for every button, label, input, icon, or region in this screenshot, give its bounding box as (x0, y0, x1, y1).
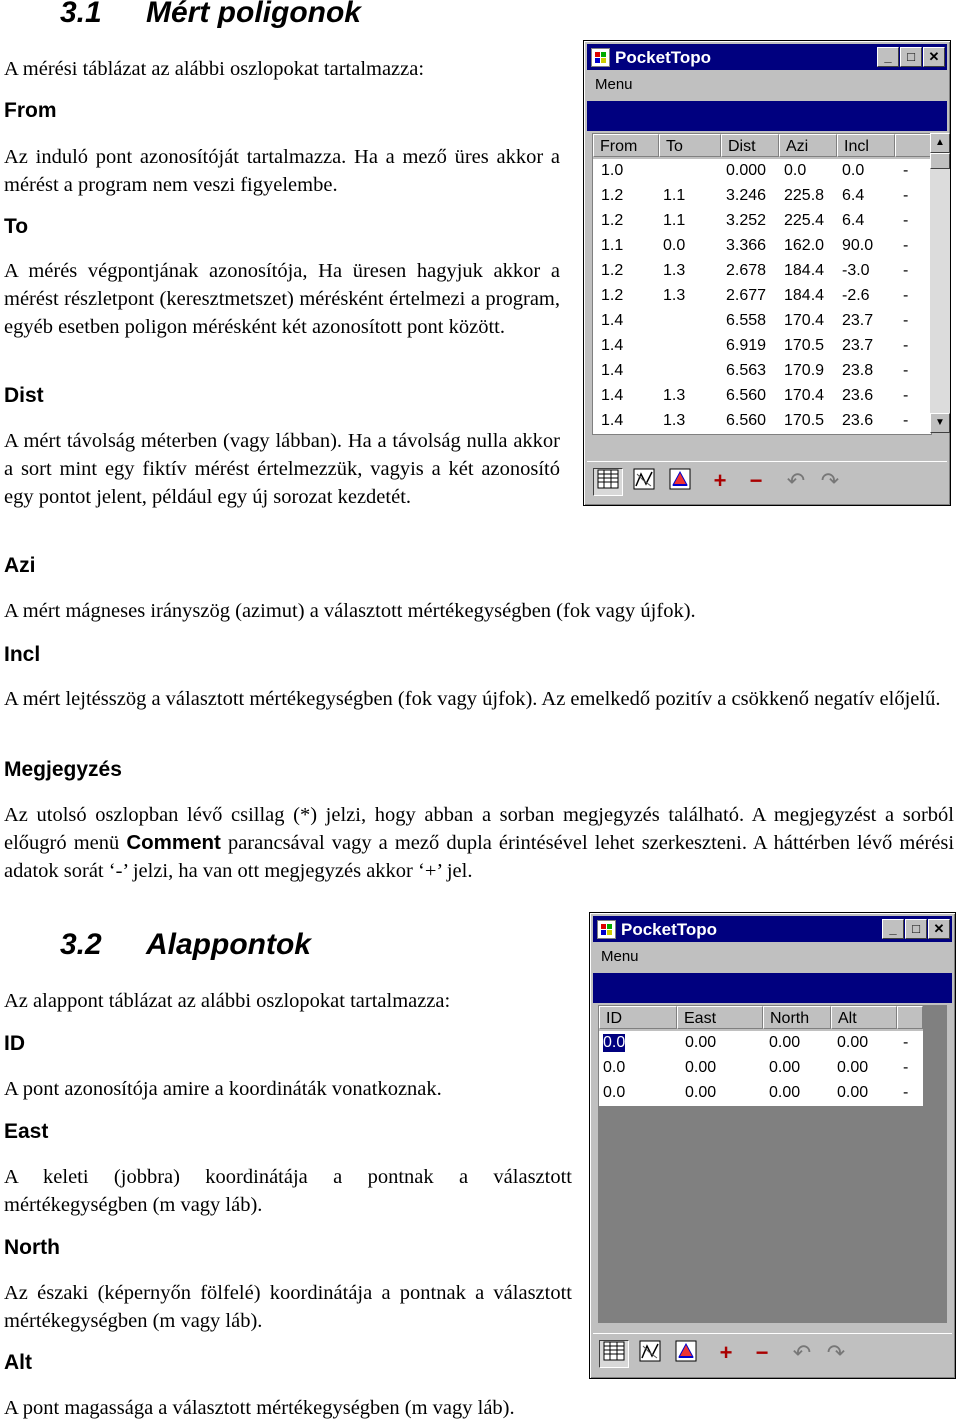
menu-bar (587, 73, 947, 97)
table-row[interactable] (593, 285, 931, 310)
cell-to[interactable]: 1.3 (663, 412, 686, 429)
maximize-button[interactable]: □ (900, 47, 922, 67)
cell-azi[interactable]: 225.4 (784, 212, 825, 229)
cell-to[interactable]: 1.3 (663, 287, 686, 304)
table-row[interactable] (599, 1032, 923, 1057)
cell-azi[interactable]: 162.0 (784, 237, 825, 254)
desc-incl: A mért lejtésszög a választott mértékegységben (fok vagy újfok). Az emelkedő pozitív a csökkenő negatív előjelű. (4, 688, 941, 710)
cell-alt[interactable]: 0.00 (837, 1034, 869, 1051)
pockettopo-window-survey (583, 40, 951, 506)
term-incl: Incl (4, 643, 41, 666)
cell-from[interactable]: 1.2 (601, 262, 624, 279)
desc-alt: A pont magassága a választott mértékegységben (m vagy láb). (4, 1397, 515, 1419)
cell-from[interactable]: 1.2 (601, 187, 624, 204)
fixpoint-table (598, 1005, 924, 1107)
pockettopo-window-fixpoints (589, 912, 956, 1379)
cell-azi[interactable]: 170.4 (784, 387, 825, 404)
window-title: PocketTopo (615, 48, 712, 67)
table-row[interactable] (593, 260, 931, 285)
cell-dist[interactable]: 6.560 (726, 412, 767, 429)
cell-north[interactable]: 0.00 (769, 1034, 801, 1051)
cell-note[interactable]: - (903, 262, 909, 279)
cell-north[interactable]: 0.00 (769, 1084, 801, 1101)
app-icon (597, 920, 616, 939)
survey-table (592, 133, 932, 435)
maximize-button[interactable]: □ (905, 919, 927, 939)
table-row[interactable] (599, 1057, 923, 1082)
desc-east: A keleti (jobbra) koordinátája a pontnak a választott mértékegységben (m vagy láb). (4, 1166, 572, 1216)
bottom-toolbar (593, 1333, 952, 1372)
cell-alt[interactable]: 0.00 (837, 1059, 869, 1076)
cell-note[interactable]: - (903, 162, 909, 179)
cell-id[interactable]: 0.0 (603, 1084, 626, 1101)
cell-from[interactable]: 1.1 (601, 237, 624, 254)
intro-text-2: Az alappont táblázat az alábbi oszlopokat tartalmazza: (4, 990, 451, 1012)
close-button[interactable]: ✕ (928, 919, 950, 939)
cell-note[interactable]: - (903, 362, 909, 379)
term-east: East (4, 1120, 49, 1143)
comment-keyword: Comment (126, 831, 221, 854)
title-bar (593, 916, 952, 942)
cell-dist[interactable]: 3.366 (726, 237, 767, 254)
term-to: To (4, 215, 29, 238)
redo-icon[interactable]: ↷ (826, 1340, 846, 1365)
cell-note[interactable]: - (903, 287, 909, 304)
desc-to: A mérés végpontjának azonosítója, Ha üresen hagyjuk akkor a mérést részletpont (keresztmetszet) mérésként értelmezi a program, egyéb esetben poligon mérésként két azonosított pont között. (4, 260, 560, 338)
cell-dist[interactable]: 6.563 (726, 362, 767, 379)
term-north: North (4, 1236, 60, 1259)
table-row[interactable] (599, 1082, 923, 1107)
desc-id: A pont azonosítója amire a koordináták vonatkoznak. (4, 1078, 442, 1100)
desc-from: Az induló pont azonosítóját tartalmazza. Ha a mező üres akkor a mérést a program nem veszi figyelembe. (4, 146, 560, 196)
minus-icon[interactable]: − (755, 1340, 769, 1365)
cell-to[interactable]: 1.1 (663, 187, 686, 204)
cell-incl[interactable]: 23.6 (842, 387, 874, 404)
cell-dist[interactable]: 3.246 (726, 187, 767, 204)
term-alt: Alt (4, 1351, 32, 1374)
cell-from[interactable]: 1.0 (601, 162, 624, 179)
cell-incl[interactable]: 6.4 (842, 212, 865, 229)
cell-incl[interactable]: 6.4 (842, 187, 865, 204)
map-view-icon[interactable] (629, 468, 659, 496)
close-button[interactable]: ✕ (923, 47, 945, 67)
cell-dist[interactable]: 3.252 (726, 212, 767, 229)
cell-to[interactable]: 1.3 (663, 262, 686, 279)
intro-text: A mérési táblázat az alábbi oszlopokat tartalmazza: (4, 58, 425, 80)
cell-note[interactable]: - (903, 337, 909, 354)
cell-incl[interactable]: 0.0 (842, 162, 865, 179)
section-heading-3-1: 3.1 Mért poligonok (60, 0, 361, 29)
cell-alt[interactable]: 0.00 (837, 1084, 869, 1101)
cell-dist[interactable]: 6.560 (726, 387, 767, 404)
table-row[interactable] (593, 335, 931, 360)
column-header-alt[interactable]: Alt (831, 1006, 897, 1029)
header-band (593, 973, 952, 1003)
sketch-view-icon[interactable] (665, 468, 695, 496)
table-row[interactable] (593, 410, 931, 435)
plus-icon[interactable]: + (719, 1340, 733, 1365)
cell-note[interactable]: - (903, 187, 909, 204)
table-row[interactable] (593, 235, 931, 260)
cell-incl[interactable]: -2.6 (842, 287, 870, 304)
desc-north: Az északi (képernyőn fölfelé) koordinátája a pontnak a választott mértékegységben (m vagy láb). (4, 1282, 572, 1332)
term-dist: Dist (4, 384, 44, 407)
cell-azi[interactable]: 170.4 (784, 312, 825, 329)
cell-from[interactable]: 1.2 (601, 212, 624, 229)
cell-dist[interactable]: 6.919 (726, 337, 767, 354)
section-heading-3-2: 3.2 Alappontok (60, 928, 311, 961)
sketch-view-icon[interactable] (671, 1340, 701, 1368)
scroll-up-button[interactable]: ▲ (930, 133, 950, 153)
column-header-from[interactable]: From (593, 134, 659, 157)
scroll-down-button[interactable]: ▼ (930, 413, 950, 433)
cell-dist[interactable]: 2.677 (726, 287, 767, 304)
column-header-note (895, 134, 931, 157)
desc-azi: A mért mágneses irányszög (azimut) a választott mértékegységben (fok vagy újfok). (4, 600, 696, 622)
cell-azi[interactable]: 184.4 (784, 287, 825, 304)
undo-icon[interactable]: ↶ (792, 1340, 812, 1365)
cell-note[interactable]: - (903, 312, 909, 329)
cell-incl[interactable]: 23.6 (842, 412, 874, 429)
cell-incl[interactable]: 23.8 (842, 362, 874, 379)
table-row[interactable] (593, 310, 931, 335)
cell-azi[interactable]: 170.5 (784, 412, 825, 429)
cell-azi[interactable]: 170.9 (784, 362, 825, 379)
menu-item-menu[interactable]: Menu (595, 76, 633, 93)
table-view-icon[interactable] (593, 468, 623, 496)
column-header-east[interactable]: East (677, 1006, 763, 1029)
cell-note[interactable]: - (903, 412, 909, 429)
cell-from[interactable]: 1.4 (601, 312, 624, 329)
menu-bar (593, 945, 952, 969)
cell-from[interactable]: 1.4 (601, 387, 624, 404)
cell-note[interactable]: - (903, 212, 909, 229)
table-row[interactable] (593, 210, 931, 235)
cell-dist[interactable]: 0.000 (726, 162, 767, 179)
cell-id[interactable]: 0.0 (603, 1034, 626, 1051)
undo-icon[interactable]: ↶ (786, 468, 806, 493)
redo-icon[interactable]: ↷ (820, 468, 840, 493)
scroll-thumb[interactable] (930, 153, 950, 169)
minus-icon[interactable]: − (749, 468, 763, 493)
table-header (593, 134, 931, 159)
cell-east[interactable]: 0.00 (685, 1084, 717, 1101)
minimize-button[interactable]: _ (882, 919, 904, 939)
table-view-icon[interactable] (599, 1340, 629, 1368)
column-header-dist[interactable]: Dist (721, 134, 779, 157)
cell-incl[interactable]: 23.7 (842, 312, 874, 329)
cell-note[interactable]: - (903, 1034, 909, 1051)
cell-from[interactable]: 1.4 (601, 412, 624, 429)
column-header-note (897, 1006, 923, 1029)
term-azi: Azi (4, 554, 36, 577)
cell-from[interactable]: 1.4 (601, 362, 624, 379)
cell-note[interactable]: - (903, 1059, 909, 1076)
vertical-scrollbar[interactable] (930, 133, 950, 433)
header-band (587, 101, 947, 131)
table-row[interactable] (593, 185, 931, 210)
column-header-id[interactable]: ID (599, 1006, 677, 1029)
term-id: ID (4, 1032, 25, 1055)
plus-icon[interactable]: + (713, 468, 727, 493)
cell-azi[interactable]: 170.5 (784, 337, 825, 354)
map-view-icon[interactable] (635, 1340, 665, 1368)
cell-incl[interactable]: 90.0 (842, 237, 874, 254)
table-header (599, 1006, 923, 1031)
desc-megjegyzes: Az utolsó oszlopban lévő csillag (*) jelzi, hogy abban a sorban megjegyzés található. A megjegyzést a sorból előugró menü Comment parancsával vagy a mező dupla érintésével lehet szerkeszteni. A háttérben lévő mérési adatok sorát ‘-’ jelzi, ha van ott megjegyzés akkor ‘+’ jel. (4, 804, 955, 882)
cell-azi[interactable]: 225.8 (784, 187, 825, 204)
cell-from[interactable]: 1.4 (601, 337, 624, 354)
column-header-azi[interactable]: Azi (779, 134, 837, 157)
cell-east[interactable]: 0.00 (685, 1059, 717, 1076)
cell-to[interactable]: 0.0 (663, 237, 686, 254)
column-header-to[interactable]: To (659, 134, 721, 157)
cell-dist[interactable]: 2.678 (726, 262, 767, 279)
cell-dist[interactable]: 6.558 (726, 312, 767, 329)
cell-to[interactable]: 1.1 (663, 212, 686, 229)
cell-east[interactable]: 0.00 (685, 1034, 717, 1051)
table-row[interactable] (593, 385, 931, 410)
desc-dist: A mért távolság méterben (vagy lábban). Ha a távolság nulla akkor a sort mint egy fiktív mérést értelmezzük, vagyis a két azonosító egy pontot jelent, például egy új sorozat kezdetét. (4, 430, 560, 508)
column-header-incl[interactable]: Incl (837, 134, 895, 157)
term-megjegyzes: Megjegyzés (4, 758, 122, 781)
cell-azi[interactable]: 0.0 (784, 162, 807, 179)
cell-north[interactable]: 0.00 (769, 1059, 801, 1076)
title-bar (587, 44, 947, 70)
cell-note[interactable]: - (903, 237, 909, 254)
cell-to[interactable]: 1.3 (663, 387, 686, 404)
cell-from[interactable]: 1.2 (601, 287, 624, 304)
cell-incl[interactable]: 23.7 (842, 337, 874, 354)
table-row[interactable] (593, 160, 931, 185)
term-from: From (4, 99, 57, 122)
cell-id[interactable]: 0.0 (603, 1059, 626, 1076)
bottom-toolbar (587, 461, 947, 500)
window-title: PocketTopo (621, 920, 718, 939)
cell-incl[interactable]: -3.0 (842, 262, 870, 279)
minimize-button[interactable]: _ (877, 47, 899, 67)
table-row[interactable] (593, 360, 931, 385)
app-icon (591, 48, 610, 67)
column-header-north[interactable]: North (763, 1006, 831, 1029)
cell-note[interactable]: - (903, 1084, 909, 1101)
menu-item-menu[interactable]: Menu (601, 948, 639, 965)
cell-azi[interactable]: 184.4 (784, 262, 825, 279)
cell-note[interactable]: - (903, 387, 909, 404)
